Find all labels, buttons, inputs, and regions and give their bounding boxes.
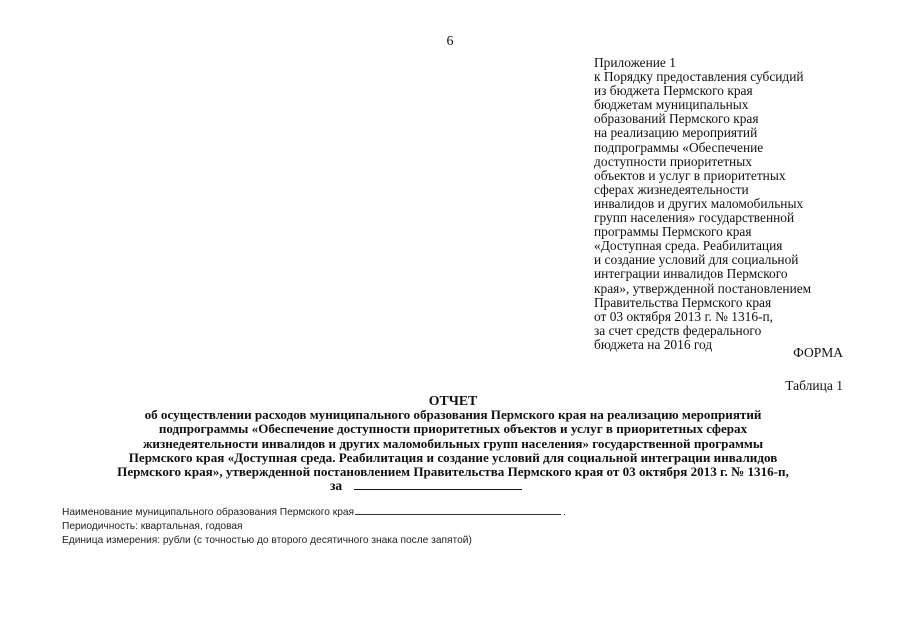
report-title: ОТЧЕТ: [428, 393, 478, 408]
unit-text: Единица измерения: рубли (с точностью до второго десятичного знака после запятой): [62, 535, 472, 546]
appendix-line: доступности приоритетных: [594, 153, 752, 169]
appendix-line: Приложение 1: [594, 55, 676, 70]
appendix-line: бюджетам муниципальных: [594, 97, 749, 113]
appendix-line: края», утвержденной постановлением: [594, 280, 812, 296]
appendix-line: инвалидов и других маломобильных: [594, 195, 804, 211]
period-prefix: за: [330, 478, 343, 493]
report-period-line: [330, 478, 576, 493]
appendix-line: бюджета на 2016 год: [594, 336, 713, 352]
appendix-line: к Порядку предоставления субсидий: [594, 69, 804, 85]
periodicity-text: Периодичность: квартальная, годовая: [62, 521, 243, 532]
appendix-line: интеграции инвалидов Пермского: [594, 266, 788, 282]
appendix-line: на реализацию мероприятий: [594, 125, 758, 141]
appendix-line: подпрограммы «Обеспечение: [594, 139, 764, 155]
appendix-line: программы Пермского края: [594, 224, 752, 240]
appendix-line: Правительства Пермского края: [594, 294, 772, 310]
appendix-line: сферах жизнедеятельности: [594, 181, 749, 197]
appendix-line: от 03 октября 2013 г. № 1316-п,: [594, 308, 774, 324]
appendix-block: [594, 56, 854, 352]
appendix-line: «Доступная среда. Реабилитация: [594, 238, 783, 254]
report-subtitle-line: Пермского края «Доступная среда. Реабилитация и создание условий для социальной интеграции инвалидов: [128, 449, 778, 465]
forma-label: ФОРМА: [793, 345, 843, 360]
report-subtitle-line: жизнедеятельности инвалидов и других маломобильных групп населения» государственной программы: [142, 435, 764, 451]
appendix-line: образований Пермского края: [594, 111, 759, 127]
municipality-field: [62, 505, 566, 519]
report-subtitle-line: об осуществлении расходов муниципального образования Пермского края на реализацию мероприятий: [144, 407, 762, 422]
appendix-line: и создание условий для социальной: [594, 252, 799, 268]
report-subtitle: [60, 408, 846, 479]
page-number: 6: [446, 34, 454, 49]
municipality-suffix: .: [563, 507, 566, 518]
appendix-line: из бюджета Пермского края: [594, 83, 753, 99]
table-label: Таблица 1: [785, 378, 843, 393]
appendix-line: за счет средств федерального: [594, 322, 762, 338]
report-subtitle-line: подпрограммы «Обеспечение доступности приоритетных объектов и услуг в приоритетных сферах: [158, 421, 748, 437]
municipality-blank-field[interactable]: [355, 505, 561, 515]
period-blank-field[interactable]: [354, 478, 522, 490]
appendix-line: объектов и услуг в приоритетных: [594, 167, 786, 183]
municipality-label: Наименование муниципального образования Пермского края: [62, 507, 355, 518]
report-subtitle-line: Пермского края», утвержденной постановлением Правительства Пермского края от 03 октября 2013 г. № 1316-п,: [117, 464, 789, 480]
appendix-line: групп населения» государственной: [594, 210, 795, 226]
